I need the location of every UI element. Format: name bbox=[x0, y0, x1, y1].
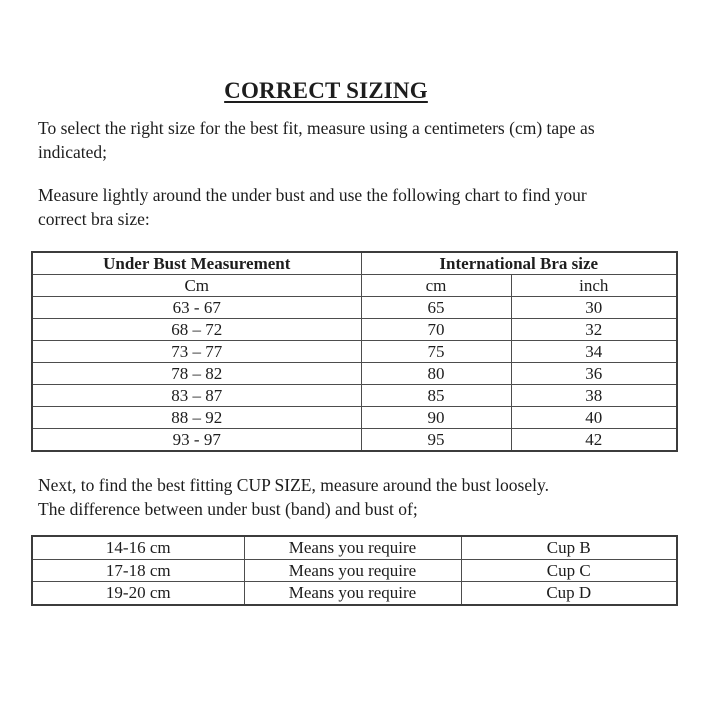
cup-table-row bbox=[32, 559, 677, 582]
paragraph-line: The difference between under bust (band) and bust of; bbox=[38, 498, 418, 519]
paragraph-line: Measure lightly around the under bust and use the following chart to find your bbox=[38, 185, 587, 205]
band-size-table bbox=[31, 251, 678, 452]
cell-means-you-require: Means you require bbox=[244, 582, 461, 605]
cell-under-bust-range: 63 - 67 bbox=[32, 297, 361, 319]
measure-instruction-paragraph bbox=[38, 184, 688, 231]
cell-size-cm: 80 bbox=[361, 363, 511, 385]
cell-under-bust-range: 88 – 92 bbox=[32, 407, 361, 429]
cell-size-cm: 65 bbox=[361, 297, 511, 319]
band-table-subheader-row bbox=[32, 275, 677, 297]
cup-size-paragraph bbox=[38, 474, 688, 521]
cell-size-inch: 40 bbox=[511, 407, 677, 429]
cell-under-bust-range: 78 – 82 bbox=[32, 363, 361, 385]
cell-size-inch: 34 bbox=[511, 341, 677, 363]
intro-paragraph bbox=[38, 117, 688, 164]
paragraph-line: indicated; bbox=[38, 141, 108, 162]
cell-under-bust-range: 83 – 87 bbox=[32, 385, 361, 407]
cup-table-row bbox=[32, 536, 677, 559]
cell-under-bust-range: 73 – 77 bbox=[32, 341, 361, 363]
band-table-header-row bbox=[32, 252, 677, 275]
cell-size-cm: 70 bbox=[361, 319, 511, 341]
cell-size-cm: 95 bbox=[361, 429, 511, 452]
cell-size-cm: 75 bbox=[361, 341, 511, 363]
cell-size-cm: 90 bbox=[361, 407, 511, 429]
cell-size-inch: 42 bbox=[511, 429, 677, 452]
cell-under-bust-range: 68 – 72 bbox=[32, 319, 361, 341]
cell-size-inch: 38 bbox=[511, 385, 677, 407]
subheader-inch-size: inch bbox=[511, 275, 677, 297]
page-title-text: CORRECT SIZING bbox=[224, 78, 428, 103]
paragraph-line: correct bra size: bbox=[38, 208, 150, 229]
cell-cup-size: Cup B bbox=[461, 536, 677, 559]
cell-means-you-require: Means you require bbox=[244, 536, 461, 559]
subheader-cm-band: Cm bbox=[32, 275, 361, 297]
band-table-row bbox=[32, 429, 677, 452]
band-table-row bbox=[32, 363, 677, 385]
cell-difference-range: 19-20 cm bbox=[32, 582, 244, 605]
cell-cup-size: Cup D bbox=[461, 582, 677, 605]
band-table-row bbox=[32, 385, 677, 407]
header-international-bra-size: International Bra size bbox=[361, 252, 677, 275]
cell-size-inch: 36 bbox=[511, 363, 677, 385]
paragraph-line: Next, to find the best fitting CUP SIZE, measure around the bust loosely. bbox=[38, 475, 549, 495]
page-title bbox=[36, 78, 616, 104]
cell-size-inch: 32 bbox=[511, 319, 677, 341]
paragraph-line: To select the right size for the best fit, measure using a centimeters (cm) tape as bbox=[38, 118, 595, 138]
band-table-row bbox=[32, 297, 677, 319]
cell-means-you-require: Means you require bbox=[244, 559, 461, 582]
cell-size-cm: 85 bbox=[361, 385, 511, 407]
band-table-row bbox=[32, 407, 677, 429]
subheader-cm-size: cm bbox=[361, 275, 511, 297]
header-under-bust: Under Bust Measurement bbox=[32, 252, 361, 275]
band-table-row bbox=[32, 341, 677, 363]
cup-size-table bbox=[31, 535, 678, 606]
band-table-row bbox=[32, 319, 677, 341]
cell-under-bust-range: 93 - 97 bbox=[32, 429, 361, 452]
cell-size-inch: 30 bbox=[511, 297, 677, 319]
cell-cup-size: Cup C bbox=[461, 559, 677, 582]
cell-difference-range: 17-18 cm bbox=[32, 559, 244, 582]
cup-table-row bbox=[32, 582, 677, 605]
cell-difference-range: 14-16 cm bbox=[32, 536, 244, 559]
